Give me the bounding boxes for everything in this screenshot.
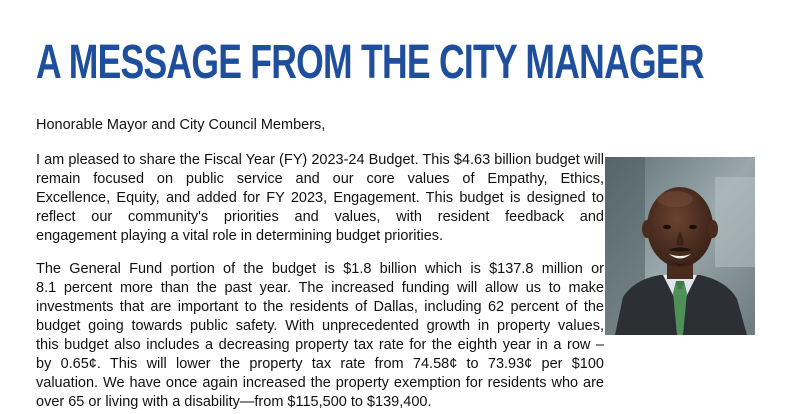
paragraph-line: Excellence, Equity, and added for FY 2023, Engagement. This budget is designed to — [36, 190, 604, 206]
paragraph-line: this budget also includes a decreasing property tax rate for the eighth year in a row – — [36, 337, 604, 353]
paragraph-line: valuation. We have once again increased the property exemption for residents who are — [36, 375, 604, 391]
paragraph-line: by 0.65¢. This will lower the property tax rate from 74.58¢ to 73.93¢ per $100 — [36, 356, 604, 372]
paragraph-general-fund — [36, 260, 604, 412]
paragraph-line: investments that are important to the residents of Dallas, including 62 percent of the — [36, 299, 604, 315]
salutation: Honorable Mayor and City Council Members, — [36, 117, 326, 133]
page-title: A MESSAGE FROM THE CITY MANAGER — [36, 36, 704, 89]
paragraph-line: reflect our community's priorities and values, with resident feedback and — [36, 209, 604, 225]
paragraph-budget-intro — [36, 151, 604, 246]
paragraph-line: remain focused on public service and our core values of Empathy, Ethics, — [36, 171, 604, 187]
paragraph-line: engagement playing a vital role in determining budget priorities. — [36, 228, 444, 244]
paragraph-line: 8.1 percent more than the past year. The increased funding will allow us to make — [36, 280, 604, 296]
paragraph-line: I am pleased to share the Fiscal Year (FY) 2023-24 Budget. This $4.63 billion budget will — [36, 152, 604, 168]
portrait-illustration — [605, 157, 755, 335]
paragraph-line: The General Fund portion of the budget is $1.8 billion which is $137.8 million or — [36, 261, 604, 277]
city-manager-portrait — [605, 157, 755, 335]
paragraph-line: over 65 or living with a disability—from $115,500 to $139,400. — [36, 394, 432, 410]
paragraph-line: budget going towards public safety. With unprecedented growth in property values, — [36, 318, 604, 334]
